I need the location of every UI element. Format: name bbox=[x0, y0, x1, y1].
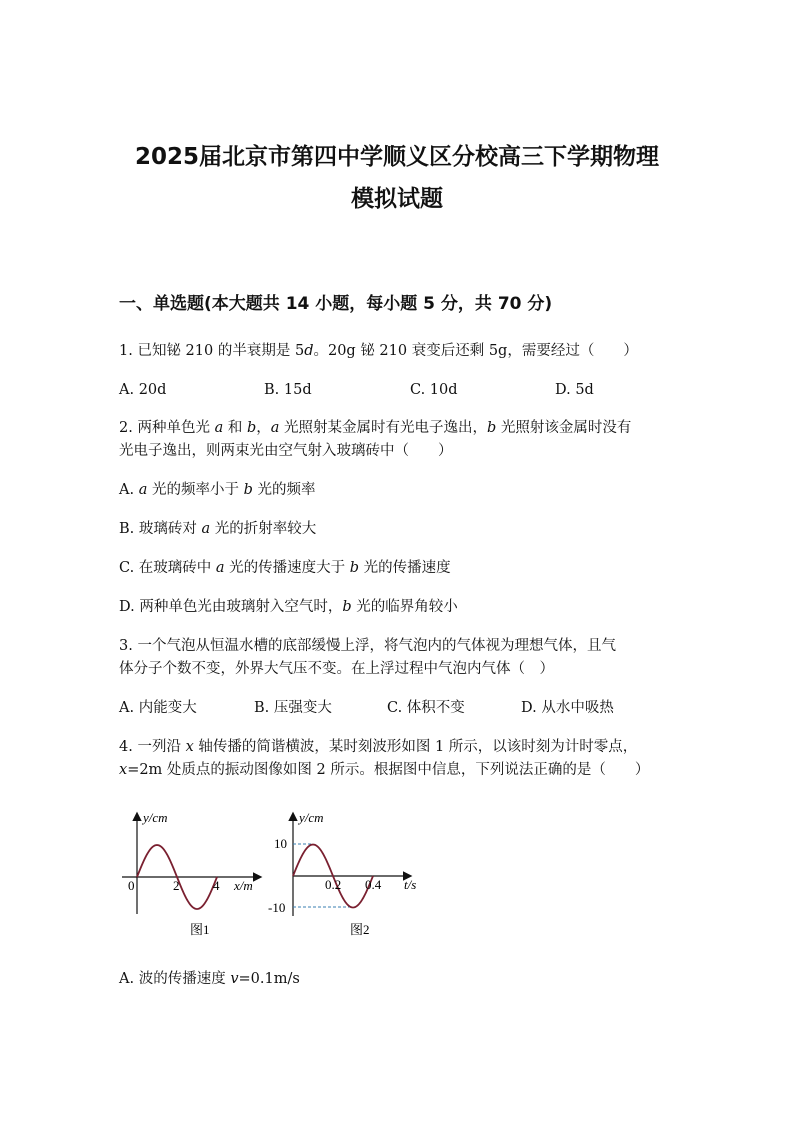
fig1-tick-2: 2 bbox=[173, 878, 180, 893]
q3-option-c: C. 体积不变 bbox=[387, 700, 465, 716]
fig2-x-tick-1: 0.2 bbox=[325, 877, 342, 892]
question-4-line1: 4. 一列沿 x 轴传播的简谐横波，某时刻波形如图 1 所示，以该时刻为计时零点， bbox=[119, 739, 638, 755]
q2-option-a: A. a 光的频率小于 b 光的频率 bbox=[119, 482, 316, 498]
page-title-line1: 2025届北京市第四中学顺义区分校高三下学期物理 bbox=[134, 144, 659, 170]
figure-1 bbox=[122, 810, 260, 937]
q1-option-d: D. 5d bbox=[555, 382, 594, 398]
q4-figures bbox=[110, 800, 440, 950]
question-number: 2. bbox=[119, 420, 133, 436]
question-3-line1: 3. 一个气泡从恒温水槽的底部缓慢上浮，将气泡内的气体视为理想气体，且气 bbox=[119, 638, 616, 654]
figure-2 bbox=[268, 810, 416, 937]
question-2-line2: 光电子逸出，则两束光由空气射入玻璃砖中（ ） bbox=[119, 443, 453, 459]
q3-option-b: B. 压强变大 bbox=[254, 700, 332, 716]
page-title-line2: 模拟试题 bbox=[351, 186, 443, 212]
q1-option-b: B. 15d bbox=[264, 382, 312, 398]
question-number: 1. bbox=[119, 343, 133, 359]
fig1-x-label: x/m bbox=[234, 878, 253, 893]
question-number: 4. bbox=[119, 739, 133, 755]
question-text: 已知铋 210 的半衰期是 5d。20g 铋 210 衰变后还剩 5g，需要经过（ ） bbox=[137, 343, 638, 359]
fig2-y-label: y/cm bbox=[299, 810, 324, 825]
question-2-line1: 2. 两种单色光 a 和 b，a 光照射某金属时有光电子逸出，b 光照射该金属时没有 bbox=[119, 420, 632, 436]
question-3-line2: 体分子个数不变，外界大气压不变。在上浮过程中气泡内气体（ ） bbox=[119, 661, 554, 677]
fig2-x-tick-2: 0.4 bbox=[365, 877, 382, 892]
fig1-caption: 图1 bbox=[190, 922, 210, 937]
q4-option-a: A. 波的传播速度 v=0.1m/s bbox=[119, 971, 300, 987]
question-1 bbox=[119, 340, 638, 362]
fig2-y-tick-bottom: -10 bbox=[268, 900, 286, 915]
fig1-tick-4: 4 bbox=[213, 878, 220, 893]
question-4-line2: x=2m 处质点的振动图像如图 2 所示。根据图中信息，下列说法正确的是（ ） bbox=[119, 762, 650, 778]
fig2-x-label: t/s bbox=[404, 877, 417, 892]
q2-option-c: C. 在玻璃砖中 a 光的传播速度大于 b 光的传播速度 bbox=[119, 560, 451, 576]
fig1-y-label: y/cm bbox=[143, 810, 168, 825]
question-number: 3. bbox=[119, 638, 133, 654]
fig2-y-tick-top: 10 bbox=[274, 836, 287, 851]
q2-option-d: D. 两种单色光由玻璃射入空气时，b 光的临界角较小 bbox=[119, 599, 458, 615]
fig2-caption: 图2 bbox=[350, 922, 370, 937]
q3-option-a: A. 内能变大 bbox=[119, 700, 197, 716]
fig1-origin-label: 0 bbox=[128, 878, 135, 893]
section-heading: 一、单选题(本大题共 14 小题，每小题 5 分，共 70 分) bbox=[119, 294, 553, 314]
q3-option-d: D. 从水中吸热 bbox=[521, 700, 614, 716]
q2-option-b: B. 玻璃砖对 a 光的折射率较大 bbox=[119, 521, 317, 537]
q1-option-a: A. 20d bbox=[119, 382, 167, 398]
q1-option-c: C. 10d bbox=[410, 382, 458, 398]
